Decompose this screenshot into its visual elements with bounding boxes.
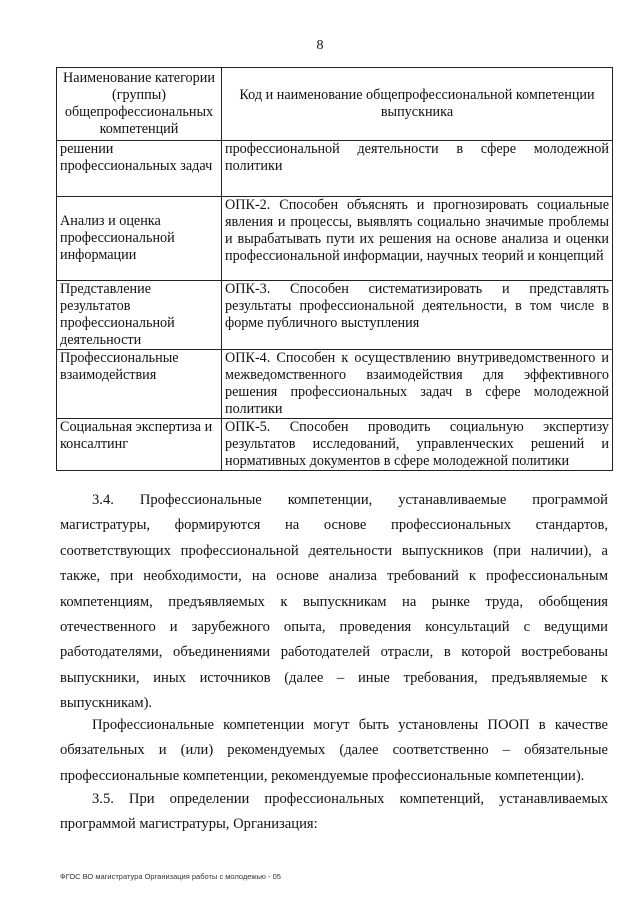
table-row [57,281,613,350]
page-footer: ФГОС ВО магистратура Организация работы с молодежью - 05 [60,872,281,881]
category-cell: Анализ и оценка профессиональной информации [57,197,222,281]
table-row [57,197,613,281]
competence-cell: ОПК-4. Способен к осуществлению внутриведомственного и межведомственного взаимодействия для эффективного решения профессиональных задач в сфере молодежной политики [222,350,613,419]
paragraph-professional-competencies: Профессиональные компетенции могут быть установлены ПООП в качестве обязательных и (или) рекомендуемых (далее соответственно – обязательные профессиональные компетенции, рекомендуемые профессиональные компетенции). [60,717,608,784]
paragraph-3-5: 3.5. При определении профессиональных компетенций, устанавливаемых программой магистратуры, Организация: [60,791,608,833]
page-number: 8 [316,38,324,53]
category-cell: Профессиональные взаимодействия [57,350,222,419]
header-category: Наименование категории (группы) общепрофессиональных компетенций [57,68,222,141]
competencies-table [56,67,613,471]
table-row [57,419,613,471]
header-competence: Код и наименование общепрофессиональной компетенции выпускника [222,68,613,141]
category-cell: Представление результатов профессиональной деятельности [57,281,222,350]
competence-cell: ОПК-3. Способен систематизировать и представлять результаты профессиональной деятельности, в том числе в форме публичного выступления [222,281,613,350]
competence-cell: ОПК-5. Способен проводить социальную экспертизу результатов исследований, управленческих решений и нормативных документов в сфере молодежной политики [222,419,613,471]
competence-cell: профессиональной деятельности в сфере молодежной политики [222,141,613,197]
table-row [57,350,613,419]
table-header-row [57,68,613,141]
competence-cell: ОПК-2. Способен объяснять и прогнозировать социальные явления и процессы, выявлять социально значимые проблемы и вырабатывать пути их решения на основе анализа и оценки профессиональной информации, научных теорий и концепций [222,197,613,281]
paragraph-3-4: 3.4. Профессиональные компетенции, устанавливаемые программой магистратуры, формируются на основе профессиональных стандартов, соответствующих профессиональной деятельности выпускников (при наличии), а также, при необходимости, на основе анализа требований к профессиональным компетенциям, предъявляемых к выпускникам на рынке труда, обобщения отечественного и зарубежного опыта, проведения консультаций с ведущими работодателями, объединениями работодателей отрасли, в которой востребованы выпускники, иных источников (далее – иные требования, предъявляемые к выпускникам). [60,492,608,712]
category-cell: Социальная экспертиза и консалтинг [57,419,222,471]
table-row [57,141,613,197]
category-cell: решении профессиональных задач [57,141,222,197]
